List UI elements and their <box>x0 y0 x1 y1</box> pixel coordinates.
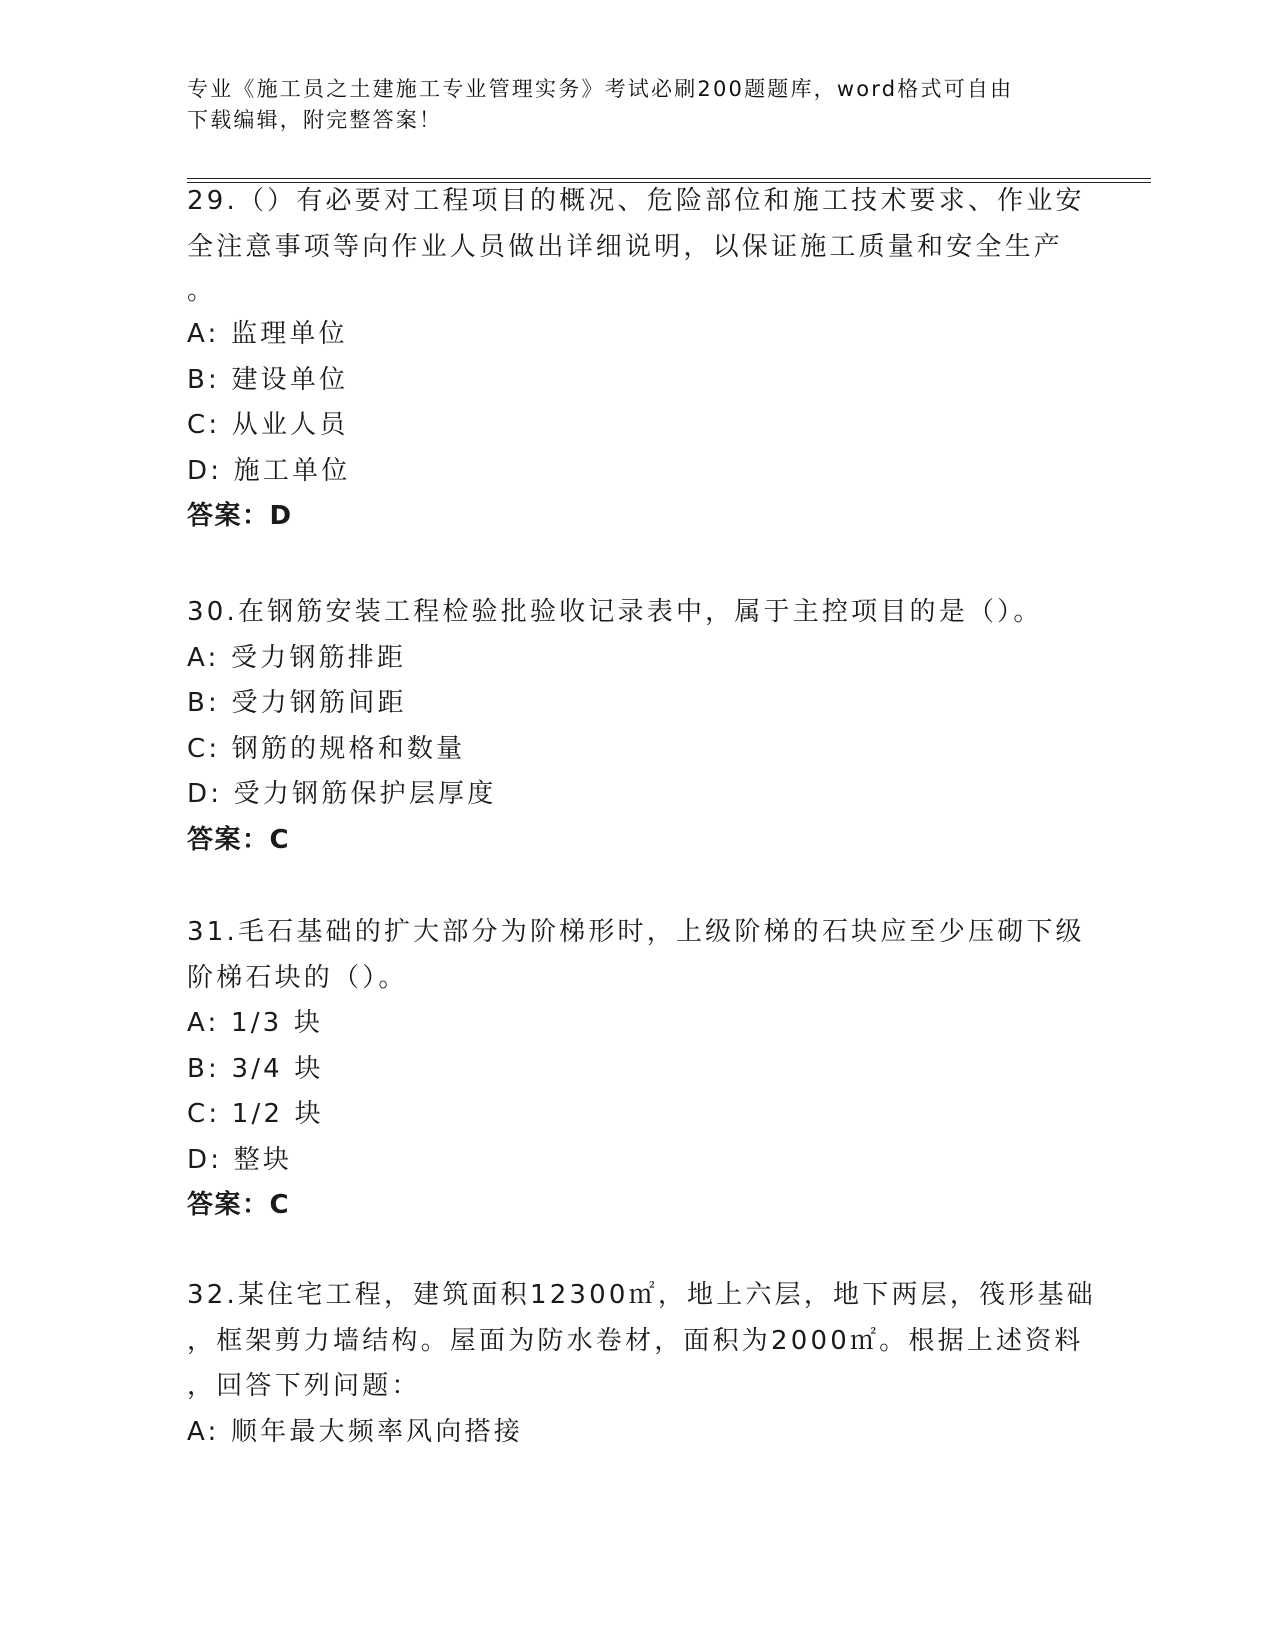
header-line-1: 专业《施工员之土建施工专业管理实务》考试必刷200题题库，word格式可自由 <box>187 77 1014 101</box>
option-d: D: 受力钢筋保护层厚度 <box>187 779 497 809</box>
question-text: 。 <box>187 276 217 306</box>
question-text: 32.某住宅工程，建筑面积12300㎡，地上六层，地下两层，筏形基础 <box>187 1280 1096 1310</box>
option-b: B: 3/4 块 <box>187 1053 324 1084</box>
option-a: A: 顺年最大频率风向搭接 <box>187 1416 523 1447</box>
question-29 <box>187 179 1087 540</box>
question-text: 29.（）有必要对工程项目的概况、危险部位和施工技术要求、作业安 <box>187 186 1085 216</box>
question-31 <box>187 910 1087 1229</box>
document-header <box>187 74 1087 136</box>
header-line-2: 下载编辑，附完整答案！ <box>187 108 443 132</box>
option-a: A: 监理单位 <box>187 319 348 349</box>
question-text: 31.毛石基础的扩大部分为阶梯形时，上级阶梯的石块应至少压砌下级 <box>187 917 1085 947</box>
option-d: D: 整块 <box>187 1144 293 1175</box>
question-text: 30.在钢筋安装工程检验批验收记录表中，属于主控项目的是（）。 <box>187 597 1043 627</box>
option-d: D: 施工单位 <box>187 455 351 486</box>
option-c: C: 1/2 块 <box>187 1099 324 1129</box>
option-b: B: 受力钢筋间距 <box>187 688 407 718</box>
option-c: C: 从业人员 <box>187 410 349 440</box>
question-text: ，框架剪力墙结构。屋面为防水卷材，面积为2000㎡。根据上述资料 <box>187 1325 1084 1356</box>
answer-text: 答案：C <box>187 824 291 855</box>
option-c: C: 钢筋的规格和数量 <box>187 733 466 764</box>
option-a: A: 1/3 块 <box>187 1008 324 1038</box>
answer-text: 答案：D <box>187 501 293 531</box>
question-text: 全注意事项等向作业人员做出详细说明，以保证施工质量和安全生产 <box>187 231 1064 262</box>
option-a: A: 受力钢筋排距 <box>187 642 407 673</box>
option-b: B: 建设单位 <box>187 364 349 395</box>
answer-text: 答案：C <box>187 1190 291 1220</box>
question-text: 阶梯石块的（）。 <box>187 962 408 993</box>
question-text: ，回答下列问题： <box>187 1371 421 1401</box>
question-32 <box>187 1273 1096 1455</box>
question-30 <box>187 590 1087 863</box>
